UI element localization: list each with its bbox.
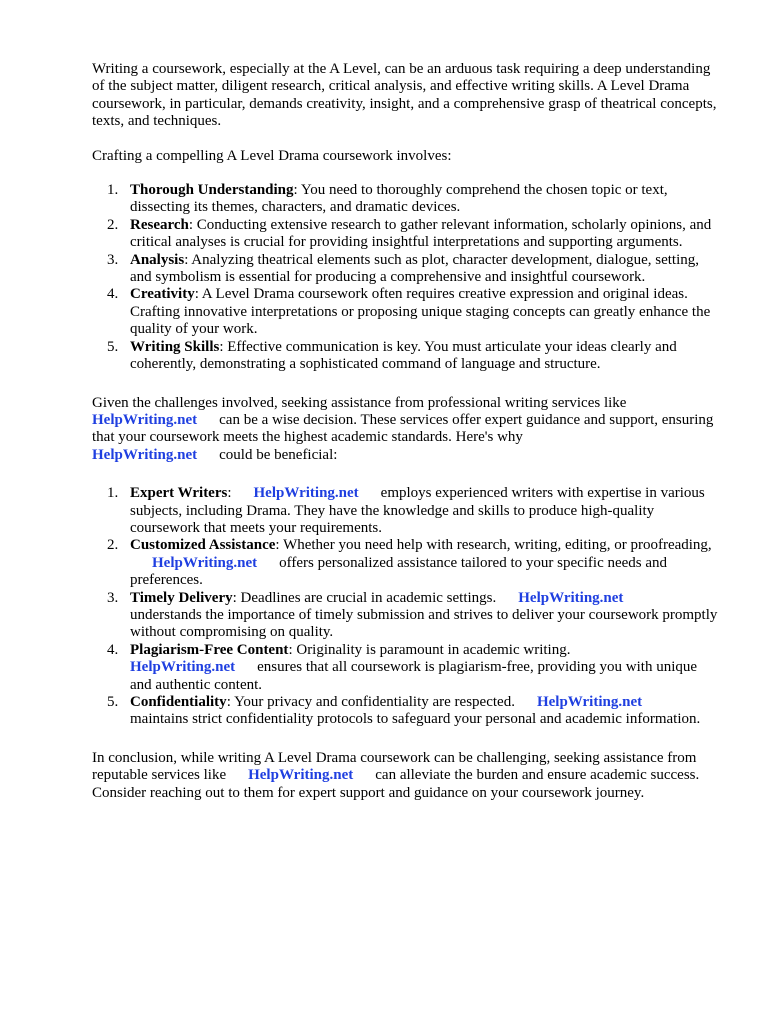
item-text: A Level Drama coursework often requires creative expression and original ideas. Crafting innovative interpretations or proposing unique staging concepts can greatly enhance the quality of your work.: [130, 286, 711, 338]
list-item: 2. Research: Conducting extensive research to gather relevant information, scholarly opinions, and critical analyses is crucial for providing insightful interpretations and supporting arguments.: [107, 216, 712, 251]
list-item: 2. Customized Assistance: Whether you need help with research, writing, editing, or proofreading,HelpWriting.net offers personalized assistance tailored to your specific needs and preferences.: [107, 537, 712, 589]
item-term: Plagiarism-Free Content: [130, 641, 289, 658]
list-item: 3. Timely Delivery: Deadlines are crucial in academic settings. HelpWriting.net understands the importance of timely submission and strives to deliver your coursework promptly without compromising on quality.: [107, 589, 718, 641]
helpwriting-link[interactable]: HelpWriting.net: [518, 589, 624, 606]
item-text: You need to thoroughly comprehend the chosen topic or text, dissecting its themes, characters, and dramatic devices.: [130, 182, 668, 216]
list-item: 1. Thorough Understanding: You need to thoroughly comprehend the chosen topic or text, dissecting its themes, characters, and dramatic devices.: [107, 182, 668, 216]
item-term: Thorough Understanding: [130, 182, 294, 199]
item-term: Research: [130, 216, 189, 233]
lead-paragraph: Crafting a compelling A Level Drama coursework involves:: [92, 147, 452, 164]
list-item: 4. Creativity: A Level Drama coursework often requires creative expression and original ideas. Crafting innovative interpretations or proposing unique staging concepts can greatly enhance the quality of your work.: [107, 286, 711, 338]
item-term: Confidentiality: [130, 694, 227, 710]
helpwriting-link[interactable]: HelpWriting.net: [536, 694, 643, 710]
item-text: Conducting extensive research to gather relevant information, scholarly opinions, and critical analyses is crucial for providing insightful interpretations and supporting arguments.: [130, 216, 712, 251]
list-item: 1. Expert Writers: HelpWriting.net employs experienced writers with expertise in various subjects, including Drama. They have the knowledge and skills to produce high-quality coursework that meets your requirements.: [107, 485, 705, 536]
item-term: Analysis: [130, 251, 185, 268]
document-page: [92, 61, 722, 802]
helpwriting-link[interactable]: HelpWriting.net: [92, 446, 198, 463]
given-paragraph: Given the challenges involved, seeking assistance from professional writing services like HelpWriting.net can be a wise decision. These services offer expert guidance and support, ensuring that your coursework meets the highest academic standards. Here's why HelpWriting.net could be beneficial:: [92, 394, 714, 463]
helpwriting-link[interactable]: HelpWriting.net: [248, 767, 354, 784]
helpwriting-link[interactable]: HelpWriting.net: [130, 659, 236, 676]
item-term: Timely Delivery: [130, 589, 233, 606]
item-term: Writing Skills: [130, 338, 220, 355]
item-term: Customized Assistance: [130, 537, 276, 554]
helpwriting-link[interactable]: HelpWriting.net: [152, 554, 258, 571]
item-term: Expert Writers: [130, 485, 228, 502]
item-term: Creativity: [130, 286, 195, 303]
intro-paragraph: Writing a coursework, especially at the A Level, can be an arduous task requiring a deep understanding of the subject matter, diligent research, critical analysis, and effective writing skills. A Level Drama coursework, in particular, demands creativity, insight, and a comprehensive grasp of theatrical concepts, texts, and techniques.: [92, 61, 717, 130]
conclusion-paragraph: In conclusion, while writing A Level Drama coursework can be challenging, seeking assistance from reputable services like HelpWriting.net can alleviate the burden and ensure academic success. Consider reaching out to them for expert support and guidance on your coursework journey.: [92, 749, 700, 801]
benefits-list: [92, 485, 722, 729]
helpwriting-link[interactable]: HelpWriting.net: [253, 485, 359, 502]
list-item: 4. Plagiarism-Free Content: Originality is paramount in academic writing. HelpWriting.net ensures that all coursework is plagiarism-free, providing you with unique and authentic content.: [107, 641, 698, 693]
requirements-list: [92, 182, 722, 373]
item-text: Analyzing theatrical elements such as plot, character development, dialogue, setting, and symbolism is essential for producing a comprehensive and insightful coursework.: [130, 251, 700, 286]
list-item: 5. Writing Skills: Effective communication is key. You must articulate your ideas clearly and coherently, demonstrating a sophisticated command of language and structure.: [107, 338, 677, 373]
item-text: Effective communication is key. You must articulate your ideas clearly and coherently, demonstrating a sophisticated command of language and structure.: [130, 338, 677, 373]
list-item: 5. Confidentiality: Your privacy and confidentiality are respected. HelpWriting.net maintains strict confidentiality protocols to safeguard your personal and academic information.: [107, 694, 701, 728]
helpwriting-link[interactable]: HelpWriting.net: [92, 411, 198, 428]
list-item: 3. Analysis: Analyzing theatrical elements such as plot, character development, dialogue, setting, and symbolism is essential for producing a comprehensive and insightful coursework.: [107, 251, 700, 286]
